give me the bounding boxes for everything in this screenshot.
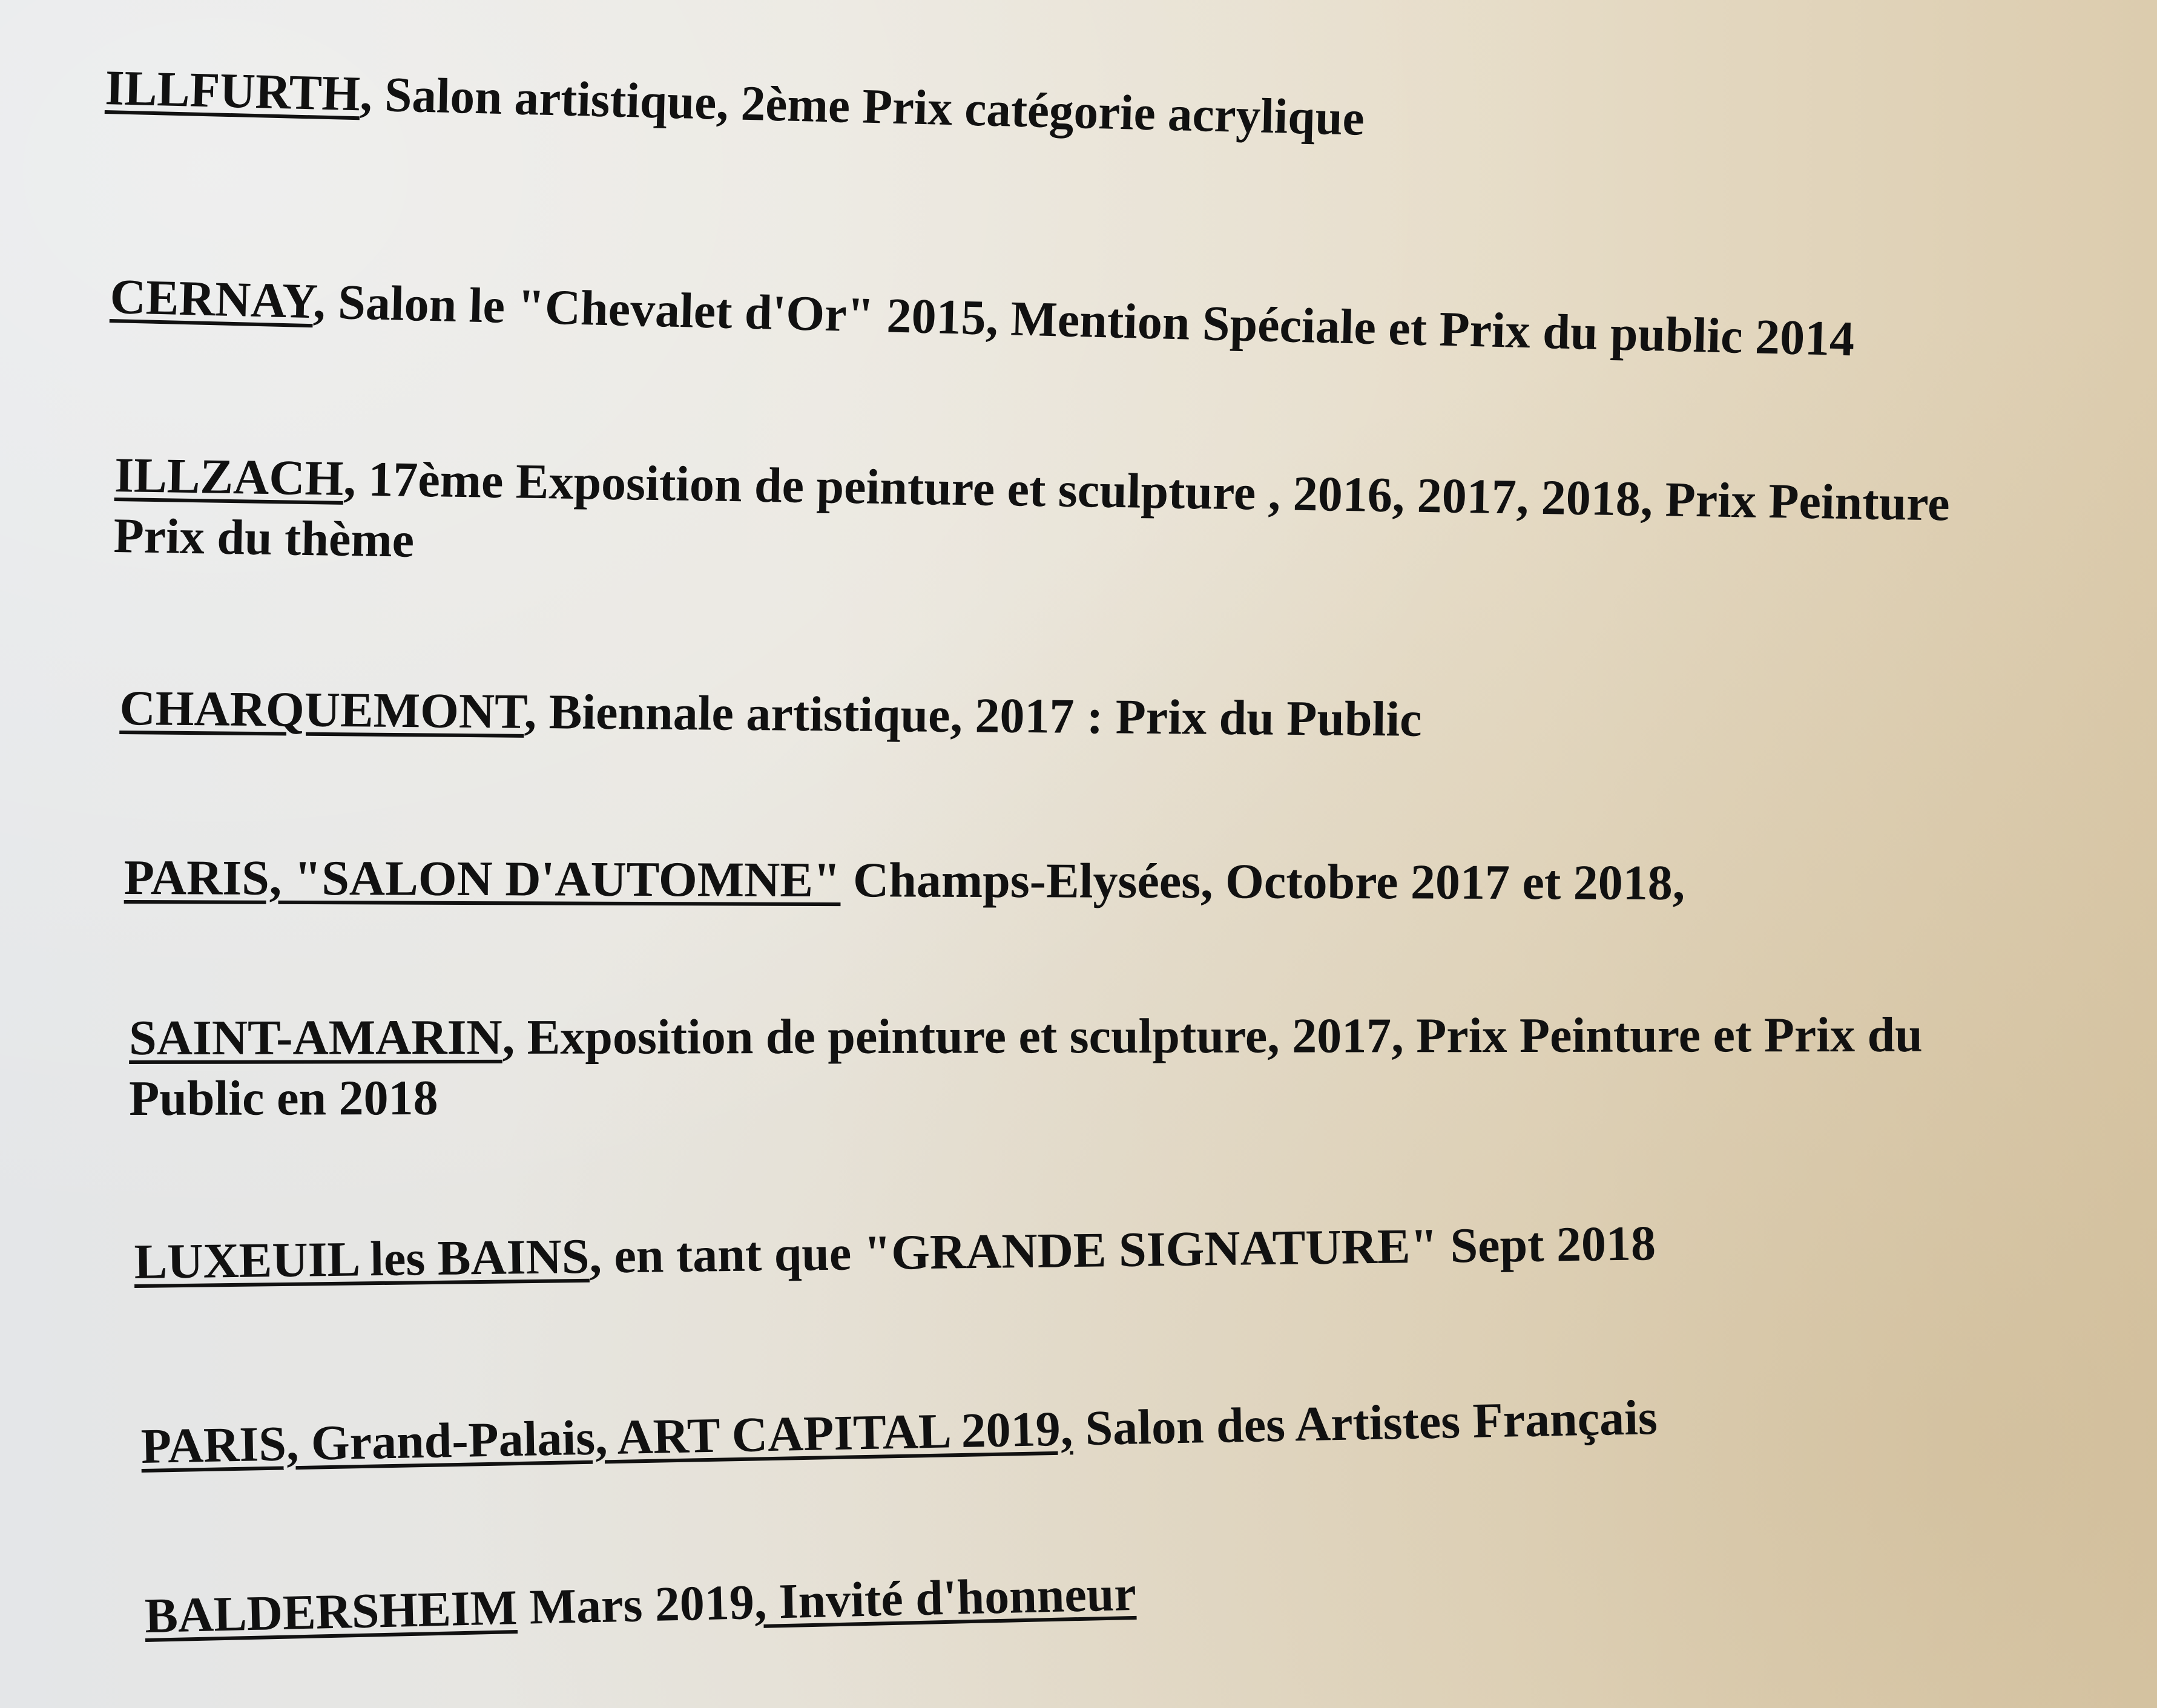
entry-honor: , Invité d'honneur: [753, 1565, 1137, 1630]
entry-paris-grand-palais: [140, 1387, 1658, 1477]
entry-text: Mars 2019: [516, 1574, 755, 1635]
entry-illzach: [113, 445, 1950, 595]
entry-text: , 17ème Exposition de peinture et sculpture , 2016, 2017, 2018, Prix Peinture: [343, 450, 1951, 531]
entry-text: , Salon le "Chevalet d'Or" 2015, Mention Spéciale et Prix du public 2014: [312, 274, 1856, 367]
entry-paris-salon-automne: [124, 847, 1685, 913]
entry-text: , Exposition de peinture et sculpture, 2017, Prix Peinture et Prix du: [502, 1007, 1923, 1065]
entry-text: , en tant que "GRANDE SIGNATURE" Sept 2018: [588, 1215, 1656, 1284]
entry-place: BALDERSHEIM: [144, 1580, 518, 1643]
entry-place: PARIS, "SALON D'AUTOMNE": [123, 850, 841, 908]
entry-text: Salon des Artistes Français: [1072, 1389, 1658, 1456]
entry-text: Champs-Elysées, Octobre 2017 et 2018,: [840, 852, 1685, 910]
entry-place: SAINT-AMARIN: [129, 1009, 502, 1065]
entry-cernay: [110, 266, 1856, 369]
entry-place: LUXEUIL les BAINS: [134, 1228, 590, 1289]
entry-place: PARIS, Grand-Palais, ART CAPITAL 2019,: [140, 1401, 1073, 1474]
entry-illfurth: [105, 57, 1365, 149]
entry-place: ILLZACH: [114, 447, 344, 506]
entry-place: CHARQUEMONT: [119, 680, 525, 739]
entry-saint-amarin: [129, 1005, 1923, 1129]
entry-baldersheim: [144, 1563, 1137, 1646]
entry-luxeuil: [134, 1213, 1656, 1292]
entry-place: ILLFURTH: [104, 59, 361, 122]
entry-text-line2: Prix du thème: [113, 508, 415, 568]
entry-place: CERNAY: [109, 268, 314, 329]
entry-text: , Salon artistique, 2ème Prix catégorie acrylique: [359, 66, 1365, 146]
entry-text: , Biennale artistique, 2017 : Prix du Public: [524, 683, 1422, 747]
entry-text-line2: Public en 2018: [129, 1070, 438, 1126]
entry-charquemont: [119, 678, 1422, 750]
